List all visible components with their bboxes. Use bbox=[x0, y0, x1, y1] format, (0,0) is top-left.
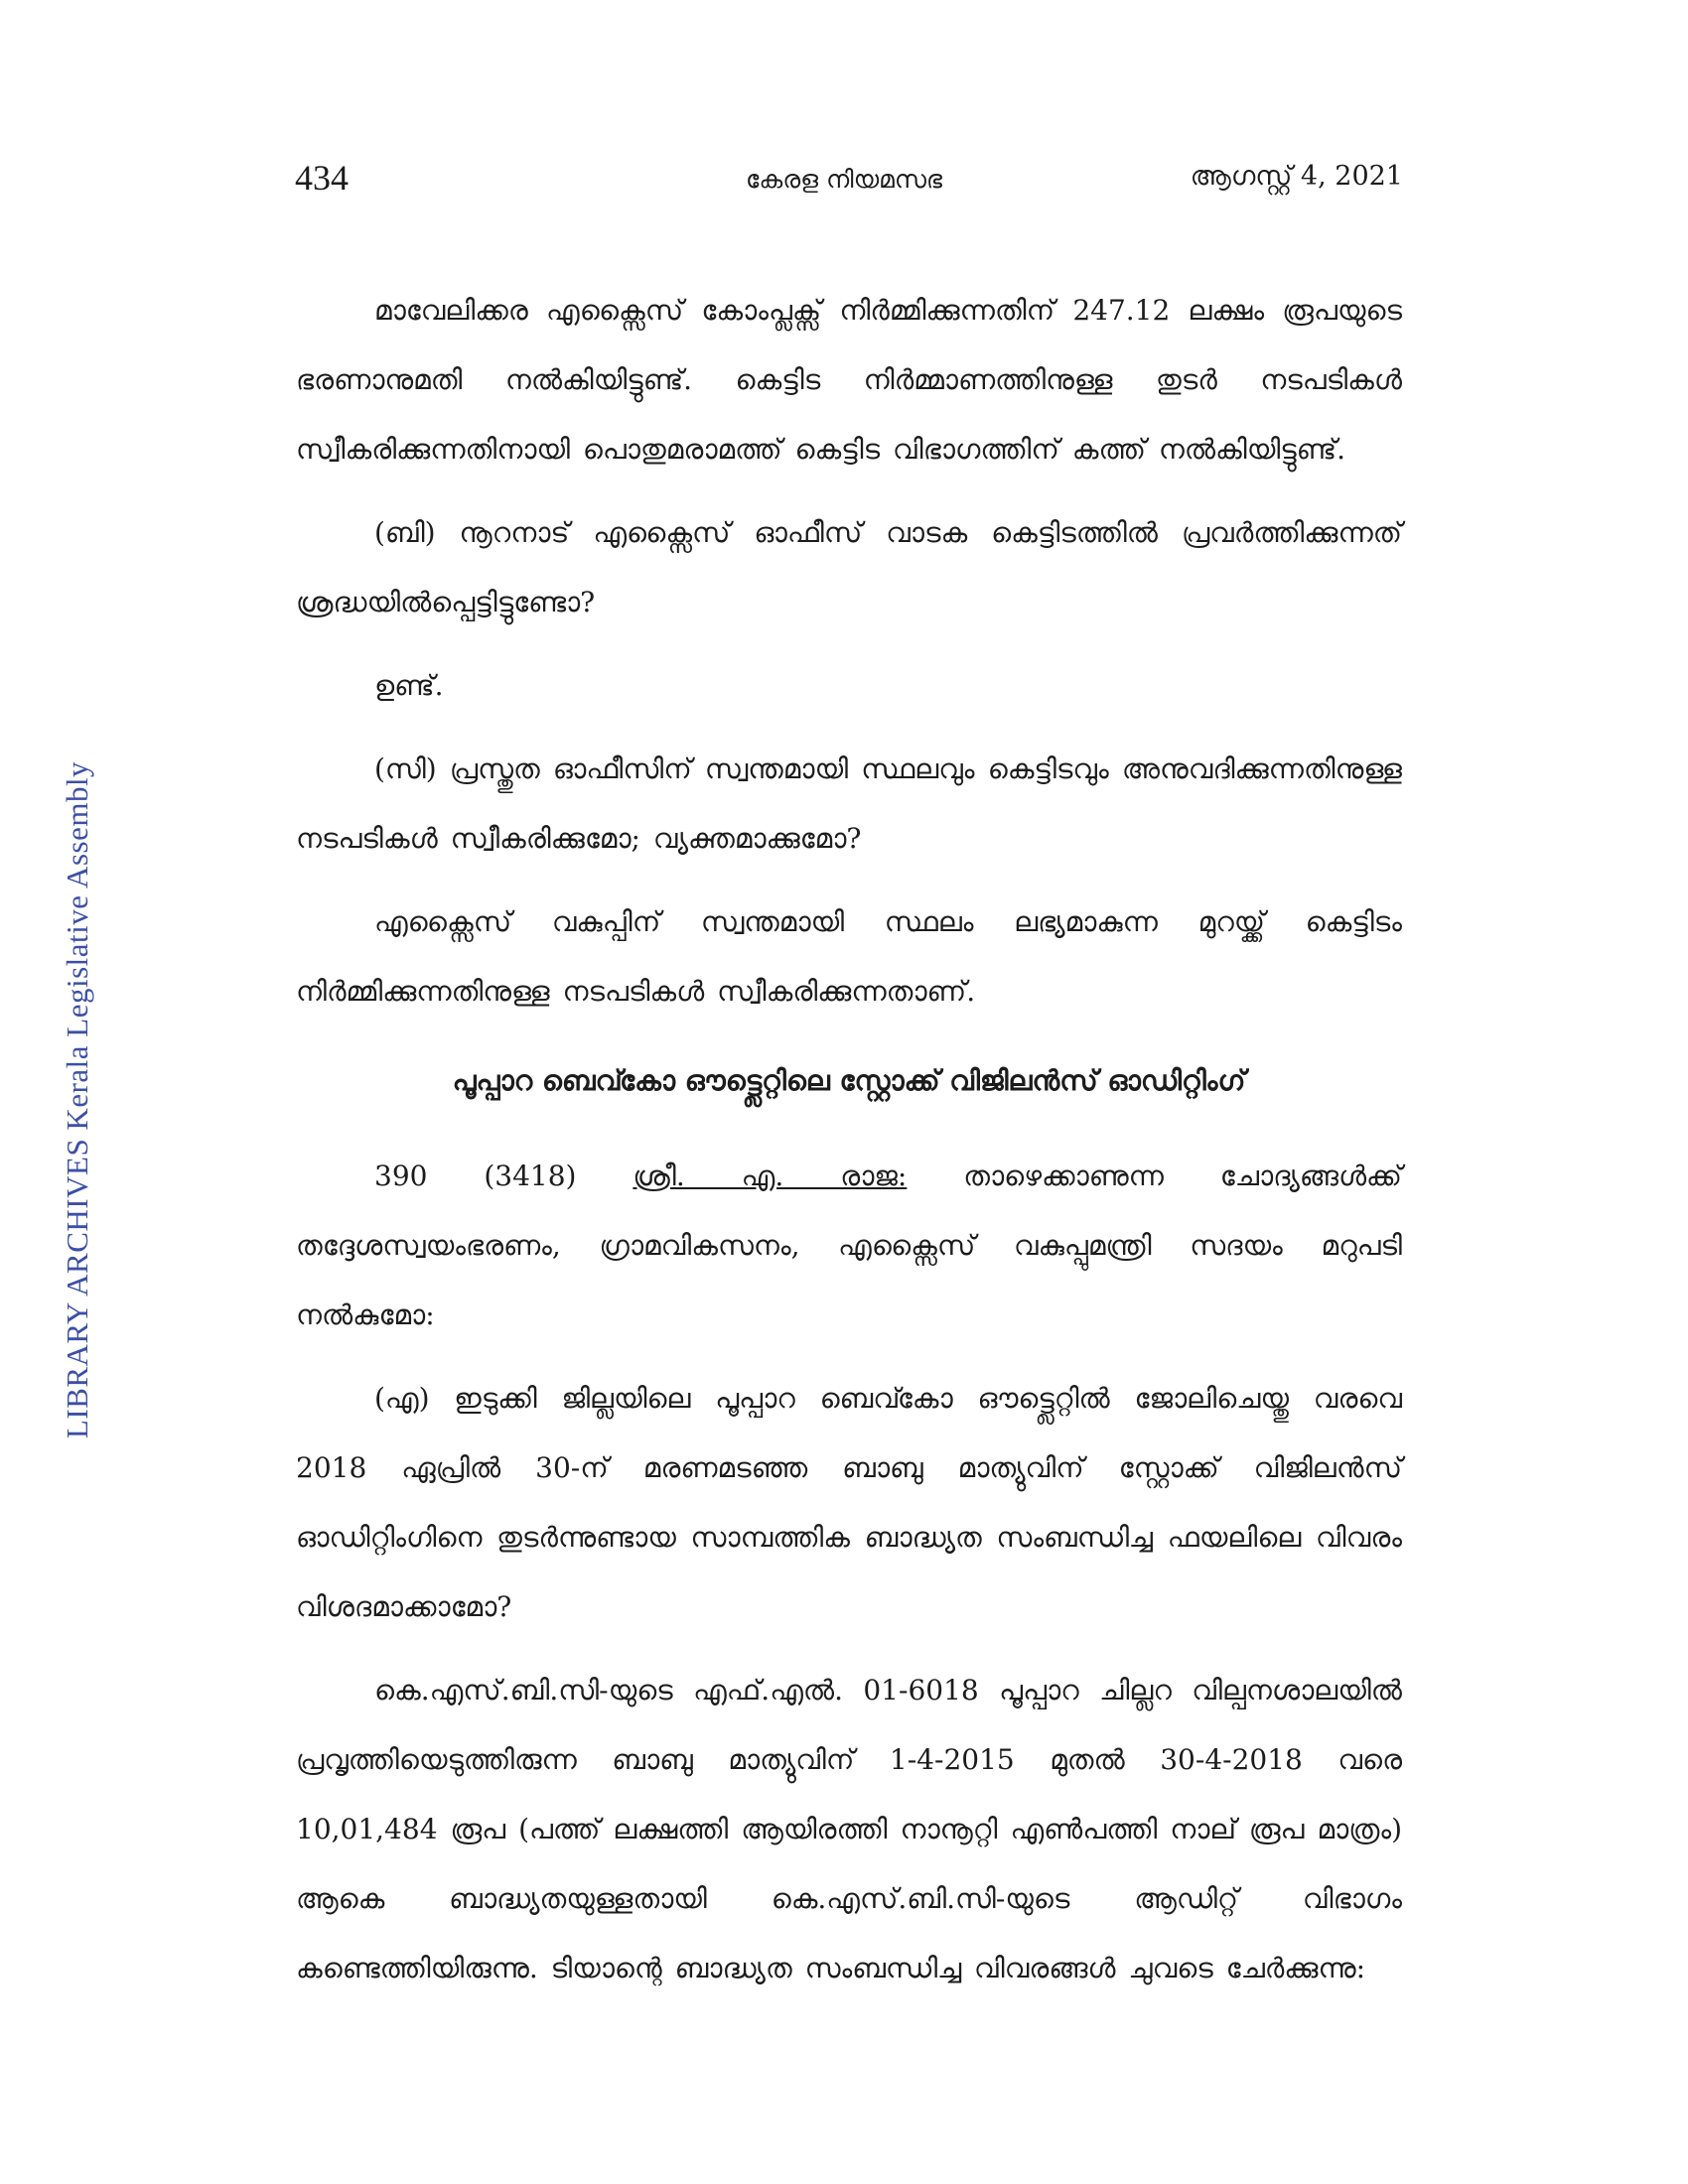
question-code: (3418) bbox=[484, 1160, 577, 1192]
paragraph-answer-c: എക്സൈസ് വകുപ്പിന് സ്വന്തമായി സ്ഥലം ലഭ്യമാകുന്ന മുറയ്ക്ക് കെട്ടിടം നിർമ്മിക്കുന്നതിനുള്ള നടപടികൾ സ്വീകരിക്കുന്നതാണ്. bbox=[296, 905, 1402, 1008]
section-heading: പൂപ്പാറ ബെവ്കോ ഔട്ട്ലെറ്റിലെ സ്റ്റോക്ക് വിജിലൻസ് ഓഡിറ്റിംഗ് bbox=[452, 1064, 1246, 1097]
archive-watermark: LIBRARY ARCHIVES Kerala Legislative Assembly bbox=[60, 760, 94, 1439]
paragraph-answer-mavelikkara: മാവേലിക്കര എക്സൈസ് കോംപ്ലക്സ് നിർമ്മിക്കുന്നതിന് 247.12 ലക്ഷം രൂപയുടെ ഭരണാനുമതി നൽകിയിട്ടുണ്ട്. കെട്ടിട നിർമ്മാണത്തിനുള്ള തുടർ നടപടികൾ സ്വീകരിക്കുന്നതിനായി പൊതുമരാമത്ത് കെട്ടിട വിഭാഗത്തിന് കത്ത് നൽകിയിട്ടുണ്ട്. bbox=[296, 294, 1402, 466]
question-intro bbox=[296, 1142, 1402, 1350]
paragraph-answer-b: ഉണ്ട്. bbox=[374, 669, 444, 702]
paragraph-answer-a: കെ.എസ്.ബി.സി-യുടെ എഫ്.എൽ. 01-6018 പൂപ്പാറ ചില്ലറ വില്പനശാലയിൽ പ്രവൃത്തിയെടുത്തിരുന്ന ബാബു മാത്യുവിന് 1-4-2015 മുതൽ 30-4-2018 വരെ 10,01,484 രൂപ (പത്ത് ലക്ഷത്തി ആയിരത്തി നാനൂറ്റി എൺപത്തി നാല് രൂപ മാത്രം) ആകെ ബാദ്ധ്യതയുള്ളതായി കെ.എസ്.ബി.സി-യുടെ ആഡിറ്റ് വിഭാഗം കണ്ടെത്തിയിരുന്നു. ടിയാന്റെ ബാദ്ധ്യത സംബന്ധിച്ച വിവരങ്ങൾ ചുവടെ ചേർക്കുന്നു: bbox=[296, 1674, 1402, 1984]
running-title: കേരള നിയമസഭ bbox=[746, 165, 942, 194]
paragraph-question-a: (എ) ഇടുക്കി ജില്ലയിലെ പൂപ്പാറ ബെവ്കോ ഔട്ട്ലെറ്റിൽ ജോലിചെയ്തു വരവെ 2018 ഏപ്രിൽ 30-ന് മരണമടഞ്ഞ ബാബു മാത്യുവിന് സ്റ്റോക്ക് വിജിലൻസ് ഓഡിറ്റിംഗിനെ തുടർന്നുണ്ടായ സാമ്പത്തിക ബാദ്ധ്യത സംബന്ധിച്ച ഫയലിലെ വിവരം വിശദമാക്കാമോ? bbox=[296, 1382, 1402, 1623]
question-number: 390 bbox=[374, 1160, 428, 1192]
page-number: 434 bbox=[295, 158, 349, 198]
page-date: ആഗസ്റ്റ് 4, 2021 bbox=[1190, 161, 1403, 192]
paragraph-question-b: (ബി) നൂറനാട് എക്സൈസ് ഓഫീസ് വാടക കെട്ടിടത്തിൽ പ്രവർത്തിക്കുന്നത് ശ്രദ്ധയിൽപ്പെട്ടിട്ടുണ്ടോ? bbox=[296, 516, 1402, 618]
question-member: ശ്രീ. എ. രാജ: bbox=[633, 1160, 908, 1192]
paragraph-question-c: (സി) പ്രസ്തുത ഓഫീസിന് സ്വന്തമായി സ്ഥലവും കെട്ടിടവും അനുവദിക്കുന്നതിനുള്ള നടപടികൾ സ്വീകരിക്കുമോ; വ്യക്തമാക്കുമോ? bbox=[296, 752, 1402, 855]
page-body bbox=[296, 276, 1402, 2017]
question-text: താഴെക്കാണുന്ന ചോദ്യങ്ങൾക്ക് തദ്ദേശസ്വയംഭരണം, ഗ്രാമവികസനം, എക്സൈസ് വകുപ്പുമന്ത്രി സദയം മറുപടി നൽകുമോ: bbox=[296, 1160, 1403, 1331]
